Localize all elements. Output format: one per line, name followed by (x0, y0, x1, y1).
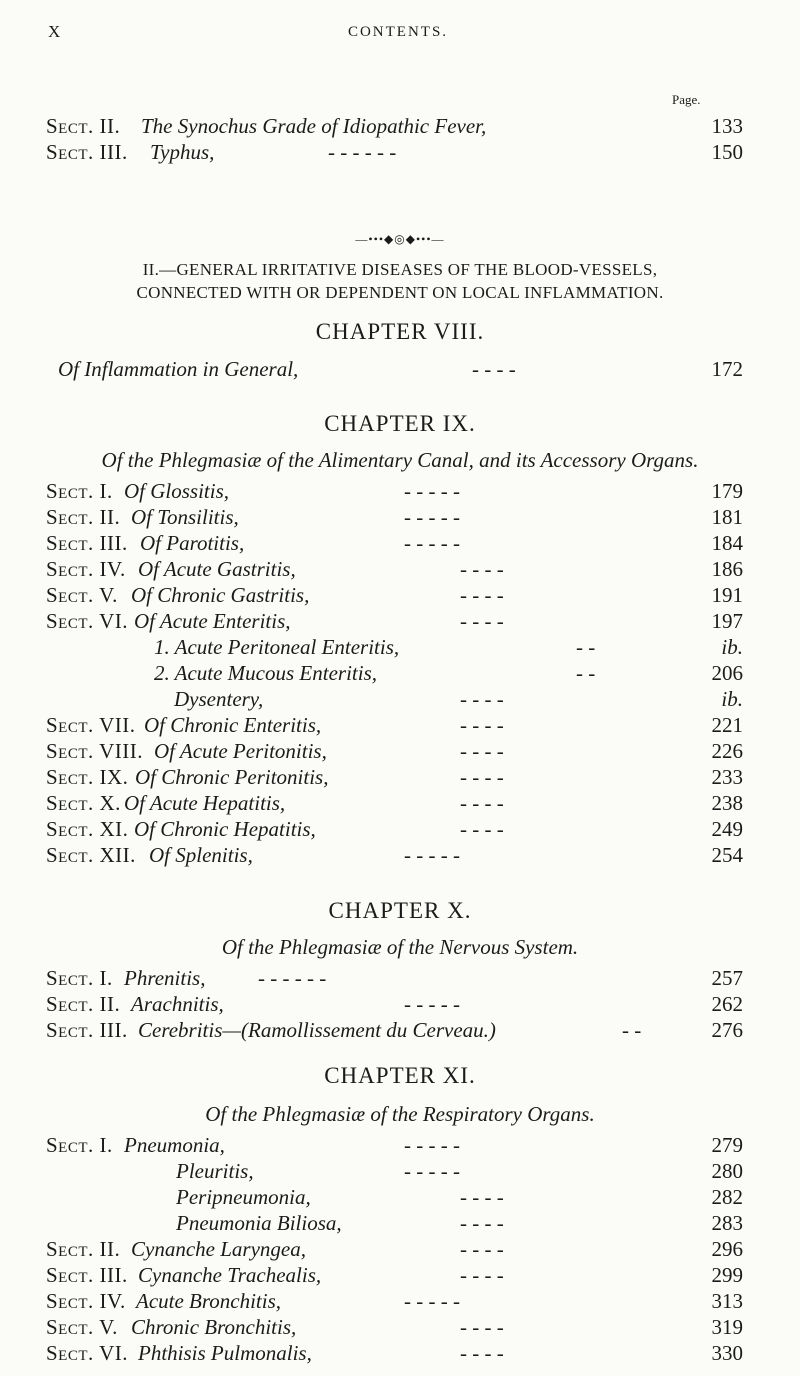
entry-title: The Synochus Grade of Idiopathic Fever, (141, 114, 487, 138)
toc-entry (46, 1314, 743, 1340)
section-number: Sect. I. (46, 479, 113, 503)
leader-dashes: - - - - (460, 1315, 504, 1339)
toc-entry (46, 816, 743, 842)
section-number: Sect. V. (46, 1315, 118, 1339)
page-number: 191 (711, 583, 743, 607)
page-number: 279 (711, 1133, 743, 1157)
toc-entry (46, 582, 743, 608)
leader-dashes: - - - - (460, 817, 504, 841)
entry-title: Of Acute Peritonitis, (154, 739, 327, 763)
chapter-subheading-ix: Of the Phlegmasiæ of the Alimentary Canal, and its Accessory Organs. (101, 448, 699, 472)
leader-dashes: - - - - - - (328, 140, 397, 164)
page-number: 299 (711, 1263, 743, 1287)
page-number: ib. (721, 635, 743, 659)
leader-dashes: - - - - - (404, 992, 460, 1016)
page-column-label: Page. (672, 92, 701, 107)
entry-title: Pneumonia Biliosa, (176, 1211, 342, 1235)
section-number: Sect. III. (46, 531, 128, 555)
leader-dashes: - - - - (460, 687, 504, 711)
entry-title: Phthisis Pulmonalis, (138, 1341, 312, 1365)
chapter-heading-xi: CHAPTER XI. (324, 1063, 476, 1088)
entry-title: Chronic Bronchitis, (131, 1315, 297, 1339)
leader-dashes: - - - - (460, 791, 504, 815)
ornament-divider: —•••◆◎◆•••— (355, 232, 445, 246)
section-heading (40, 258, 760, 304)
entry-title: Of Acute Enteritis, (134, 609, 291, 633)
leader-dashes: - - - - (460, 583, 504, 607)
leader-dashes: - - - - - (404, 505, 460, 529)
leader-dashes: - - - - (460, 765, 504, 789)
section-number: Sect. III. (46, 1263, 128, 1287)
leader-dashes: - - - - - (404, 1133, 460, 1157)
leader-dashes: - - (622, 1018, 642, 1042)
section-number: Sect. VI. (46, 1341, 129, 1365)
toc-entry (46, 504, 743, 530)
section-number: Sect. III. (46, 140, 128, 164)
entry-title: Of Splenitis, (149, 843, 253, 867)
entry-title: Dysentery, (174, 687, 264, 711)
section-number: Sect. II. (46, 992, 121, 1016)
page-number: ib. (721, 687, 743, 711)
toc-entry (46, 478, 743, 504)
section-number: Sect. IV. (46, 1289, 126, 1313)
leader-dashes: - - - - (460, 713, 504, 737)
toc-entry (46, 139, 743, 165)
toc-subentry (46, 634, 743, 660)
entry-title: Of Parotitis, (140, 531, 245, 555)
entry-title: Of Acute Hepatitis, (124, 791, 286, 815)
page-number: 280 (711, 1159, 743, 1183)
leader-dashes: - - - - (472, 357, 516, 381)
entry-title: Pleuritis, (176, 1159, 254, 1183)
entry-title: 2. Acute Mucous Enteritis, (154, 661, 377, 685)
page-number: 221 (711, 713, 743, 737)
entry-title: 1. Acute Peritoneal Enteritis, (154, 635, 400, 659)
toc-subentry (46, 686, 743, 712)
toc-entry (46, 965, 743, 991)
page-number: 283 (711, 1211, 743, 1235)
leader-dashes: - - (576, 661, 596, 685)
entry-title: Of Chronic Enteritis, (144, 713, 322, 737)
section-number: Sect. I. (46, 1133, 113, 1157)
section-number: Sect. IV. (46, 557, 126, 581)
leader-dashes: - - - - - (404, 479, 460, 503)
toc-entry (46, 608, 743, 634)
page-number: 133 (711, 114, 743, 138)
entry-title: Cynanche Trachealis, (138, 1263, 322, 1287)
toc-entry (46, 991, 743, 1017)
leader-dashes: - - - - (460, 1185, 504, 1209)
page-number: 226 (711, 739, 743, 763)
section-number: Sect. VI. (46, 609, 129, 633)
page-number: 206 (711, 661, 743, 685)
section-number: Sect. IX. (46, 765, 129, 789)
entry-title: Typhus, (150, 140, 215, 164)
toc-entry (46, 1262, 743, 1288)
entry-title: Of Inflammation in General, (58, 357, 299, 381)
toc-subentry (46, 1184, 743, 1210)
leader-dashes: - - - - - (404, 1159, 460, 1183)
toc-entry (46, 556, 743, 582)
section-number: Sect. XII. (46, 843, 136, 867)
page-number: 197 (711, 609, 743, 633)
entry-title: Of Glossitis, (124, 479, 230, 503)
toc-entry (46, 1017, 743, 1043)
page-number: 276 (711, 1018, 743, 1042)
section-number: Sect. II. (46, 505, 121, 529)
toc-subentry (46, 1158, 743, 1184)
section-number: Sect. III. (46, 1018, 128, 1042)
leader-dashes: - - - - (460, 1341, 504, 1365)
section-number: Sect. VIII. (46, 739, 144, 763)
entry-title: Of Chronic Hepatitis, (134, 817, 316, 841)
entry-title: Pneumonia, (124, 1133, 225, 1157)
page-number: 262 (711, 992, 743, 1016)
leader-dashes: - - - - (460, 1263, 504, 1287)
section-number: Sect. II. (46, 114, 121, 138)
page-number: 179 (711, 479, 743, 503)
toc-subentry (46, 1210, 743, 1236)
leader-dashes: - - - - (460, 557, 504, 581)
toc-entry (46, 1340, 743, 1366)
folio-number: X (48, 22, 61, 41)
entry-title: Acute Bronchitis, (136, 1289, 282, 1313)
section-number: Sect. I. (46, 966, 113, 990)
page-number: 150 (711, 140, 743, 164)
section-number: Sect. V. (46, 583, 118, 607)
toc-entry (46, 738, 743, 764)
entry-title: Arachnitis, (131, 992, 224, 1016)
entry-title: Of Tonsilitis, (131, 505, 239, 529)
page-number: 184 (711, 531, 743, 555)
toc-entry (58, 356, 743, 382)
entry-title: Of Chronic Gastritis, (131, 583, 310, 607)
page-number: 181 (711, 505, 743, 529)
chapter-heading-ix: CHAPTER IX. (324, 411, 476, 436)
leader-dashes: - - - - - (404, 531, 460, 555)
page-number: 257 (711, 966, 743, 990)
page-number: 282 (711, 1185, 743, 1209)
entry-title: Of Acute Gastritis, (138, 557, 296, 581)
page-number: 330 (711, 1341, 743, 1365)
leader-dashes: - - - - (460, 1211, 504, 1235)
page-number: 313 (711, 1289, 743, 1313)
chapter-subheading-x: Of the Phlegmasiæ of the Nervous System. (221, 935, 579, 959)
toc-subentry (46, 660, 743, 686)
toc-entry (46, 842, 743, 868)
page-number: 319 (711, 1315, 743, 1339)
section-heading-line-1: II.—GENERAL IRRITATIVE DISEASES OF THE BLOOD-VESSELS, (142, 260, 658, 279)
chapter-heading-x: CHAPTER X. (328, 898, 472, 923)
section-number: Sect. X. (46, 791, 121, 815)
section-heading-line-2: CONNECTED WITH OR DEPENDENT ON LOCAL INFLAMMATION. (136, 283, 664, 302)
page-number: 186 (711, 557, 743, 581)
entry-title: Of Chronic Peritonitis, (135, 765, 329, 789)
leader-dashes: - - - - (460, 1237, 504, 1261)
toc-entry (46, 764, 743, 790)
leader-dashes: - - - - (460, 739, 504, 763)
leader-dashes: - - - - - (404, 843, 460, 867)
toc-entry (46, 530, 743, 556)
chapter-subheading-xi: Of the Phlegmasiæ of the Respiratory Organs. (205, 1102, 595, 1126)
running-head: CONTENTS. (347, 24, 449, 40)
entry-title: Peripneumonia, (176, 1185, 311, 1209)
entry-title: Cynanche Laryngea, (131, 1237, 306, 1261)
entry-title: Phrenitis, (124, 966, 206, 990)
page-number: 296 (711, 1237, 743, 1261)
toc-entry (46, 113, 743, 139)
page-header (48, 22, 748, 52)
chapter-heading-viii: CHAPTER VIII. (315, 319, 485, 344)
leader-dashes: - - - - (460, 609, 504, 633)
toc-entry (46, 790, 743, 816)
page-number: 172 (711, 357, 743, 381)
section-number: Sect. XI. (46, 817, 129, 841)
toc-entry (46, 712, 743, 738)
leader-dashes: - - - - - (404, 1289, 460, 1313)
page-number: 254 (711, 843, 743, 867)
page-number: 249 (711, 817, 743, 841)
toc-entry (46, 1132, 743, 1158)
entry-title: Cerebritis—(Ramollissement du Cerveau.) (138, 1018, 496, 1042)
section-number: Sect. II. (46, 1237, 121, 1261)
toc-entry (46, 1288, 743, 1314)
page-number: 233 (711, 765, 743, 789)
page-number: 238 (711, 791, 743, 815)
section-number: Sect. VII. (46, 713, 136, 737)
leader-dashes: - - (576, 635, 596, 659)
leader-dashes: - - - - - - (258, 966, 327, 990)
toc-entry (46, 1236, 743, 1262)
